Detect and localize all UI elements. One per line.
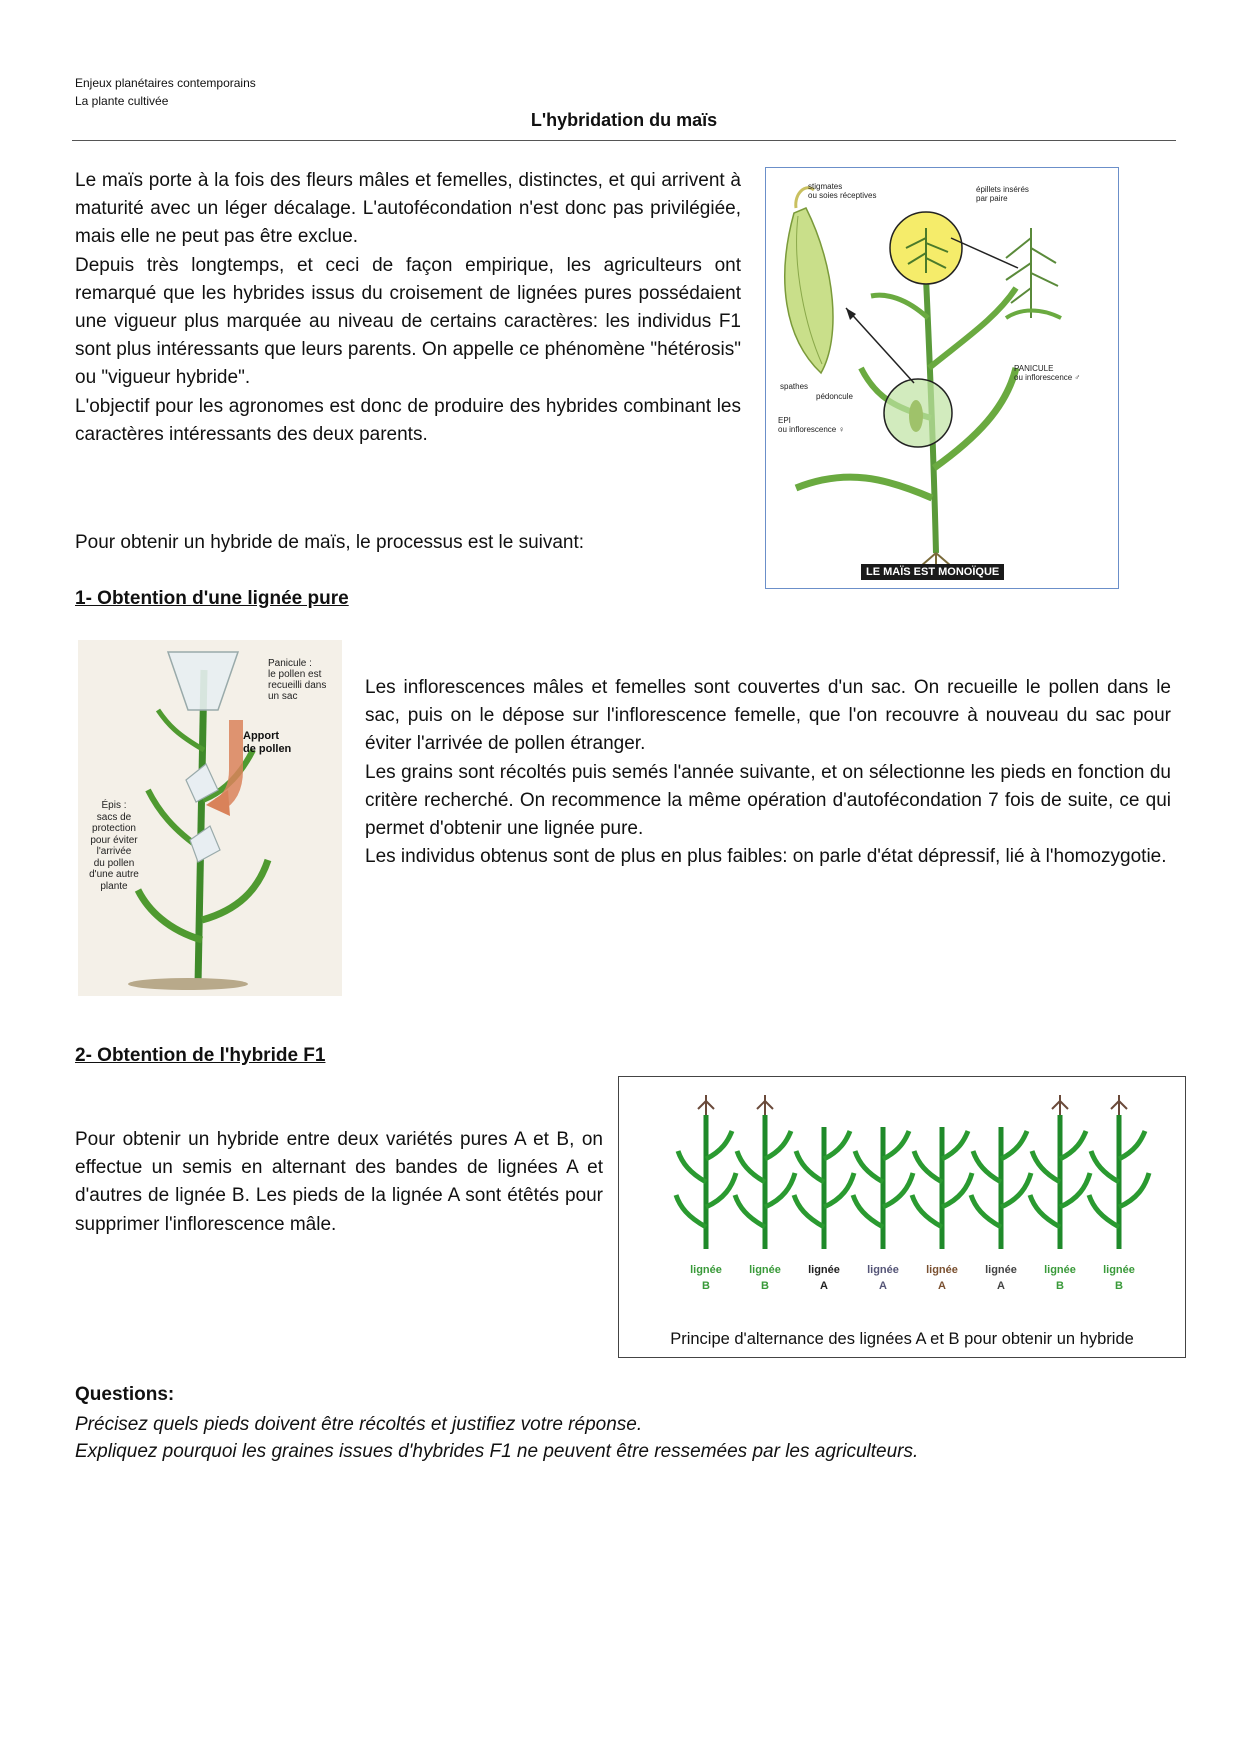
header-line-course: Enjeux planétaires contemporains	[75, 76, 256, 90]
row-label-word-2: lignée	[749, 1264, 781, 1276]
plant-row-3	[794, 1127, 854, 1249]
questions-heading: Questions:	[75, 1384, 175, 1405]
section-2-text	[75, 1126, 603, 1239]
label-pedoncule: pédoncule	[816, 392, 853, 401]
process-intro: Pour obtenir un hybride de maïs, le processus est le suivant:	[75, 532, 585, 553]
title-divider	[72, 140, 1176, 141]
alternating-rows-illustration	[619, 1077, 1185, 1317]
plant-row-2	[735, 1095, 795, 1249]
section-1-text	[365, 674, 1171, 871]
label-epillets: épillets insérés par paire	[976, 185, 1029, 203]
plant-row-6	[971, 1127, 1031, 1249]
row-label-word-5: lignée	[926, 1264, 958, 1276]
section-2-heading: 2- Obtention de l'hybride F1	[75, 1045, 326, 1066]
section-1-paragraph-3: Les individus obtenus sont de plus en plus faibles: on parle d'état dépressif, lié à l'homozygotie.	[365, 846, 1167, 868]
page-title: L'hybridation du maïs	[530, 110, 718, 130]
row-label-letter-2: B	[761, 1280, 769, 1292]
label-stigmates: stigmates ou soies réceptives	[808, 182, 877, 200]
question-1: Précisez quels pieds doivent être récoltés et justifiez votre réponse.	[75, 1414, 643, 1435]
row-label-word-7: lignée	[1044, 1264, 1076, 1276]
label-apport-pollen: Apport de pollen	[243, 730, 292, 755]
question-2: Expliquez pourquoi les graines issues d'hybrides F1 ne peuvent être ressemées par les agriculteurs.	[75, 1441, 919, 1462]
label-panicule-bag: Panicule : le pollen est recueilli dans un sac	[268, 658, 327, 702]
plant-row-1	[676, 1095, 736, 1249]
row-label-letter-3: A	[820, 1280, 828, 1292]
section-2-paragraph-1: Pour obtenir un hybride entre deux variétés pures A et B, on effectue un semis en alternant des bandes de lignées A et d'autres de lignée B. Les pieds de la lignée A sont étêtés pour supprimer l'inflorescence mâle.	[75, 1129, 603, 1235]
row-label-letter-4: A	[879, 1280, 887, 1292]
header-line-topic: La plante cultivée	[75, 94, 169, 108]
figure-3-caption: Principe d'alternance des lignées A et B pour obtenir un hybride	[670, 1330, 1134, 1348]
row-label-letter-7: B	[1056, 1280, 1064, 1292]
section-1-paragraph-2: Les grains sont récoltés puis semés l'année suivante, et on sélectionne les pieds en fonction du critère recherché. On recommence la même opération d'autofécondation 7 fois de suite, ce qui permet d'obtenir une lignée pure.	[365, 761, 1171, 840]
row-label-word-6: lignée	[985, 1264, 1017, 1276]
section-1-paragraph-1: Les inflorescences mâles et femelles sont couvertes d'un sac. On recueille le pollen dans le sac, puis on le dépose sur l'inflorescence femelle, que l'on recouvre à nouveau du sac pour éviter l'arrivée de pollen étranger.	[365, 677, 1171, 755]
row-label-word-3: lignée	[808, 1264, 840, 1276]
plant-row-8	[1089, 1095, 1149, 1249]
monoecious-banner: LE MAÏS EST MONOÏQUE	[861, 564, 1004, 580]
label-spathes: spathes	[780, 382, 809, 391]
row-label-letter-1: B	[702, 1280, 710, 1292]
row-label-letter-5: A	[938, 1280, 946, 1292]
intro-text	[75, 167, 741, 449]
section-1-heading: 1- Obtention d'une lignée pure	[75, 588, 349, 609]
intro-paragraph-2: Depuis très longtemps, et ceci de façon empirique, les agriculteurs ont remarqué que les hybrides issus du croisement de lignées pures possédaient une vigueur plus marquée au niveau de certains caractères: les individus F1 sont plus intéressants que leurs parents. On appelle ce phénomène "hétérosis" ou "vigueur hybride".	[75, 254, 741, 389]
label-epi: EPI ou inflorescence ♀	[778, 416, 845, 434]
intro-paragraph-3: L'objectif pour les agronomes est donc de produire des hybrides combinant les caractères intéressants des deux parents.	[75, 395, 741, 445]
intro-paragraph-1: Le maïs porte à la fois des fleurs mâles et femelles, distinctes, et qui arrivent à maturité avec un léger décalage. L'autofécondation n'est donc pas privilégiée, mais elle ne peut pas être exclue.	[75, 170, 741, 248]
figure-monoecious-maize	[765, 167, 1119, 589]
row-label-word-8: lignée	[1103, 1264, 1135, 1276]
figure-pure-line	[78, 640, 342, 996]
row-label-word-4: lignée	[867, 1264, 899, 1276]
row-label-letter-6: A	[997, 1280, 1005, 1292]
plant-row-4	[853, 1127, 913, 1249]
figure-alternating-rows	[618, 1076, 1186, 1358]
plant-row-7	[1030, 1095, 1090, 1249]
label-epis-bags: Épis : sacs de protection pour éviter l'arrivée du pollen d'une autre plante	[89, 800, 139, 892]
row-label-letter-8: B	[1115, 1280, 1123, 1292]
label-panicule: PANICULE ou inflorescence ♂	[1014, 364, 1081, 382]
plant-row-5	[912, 1127, 972, 1249]
row-label-word-1: lignée	[690, 1264, 722, 1276]
